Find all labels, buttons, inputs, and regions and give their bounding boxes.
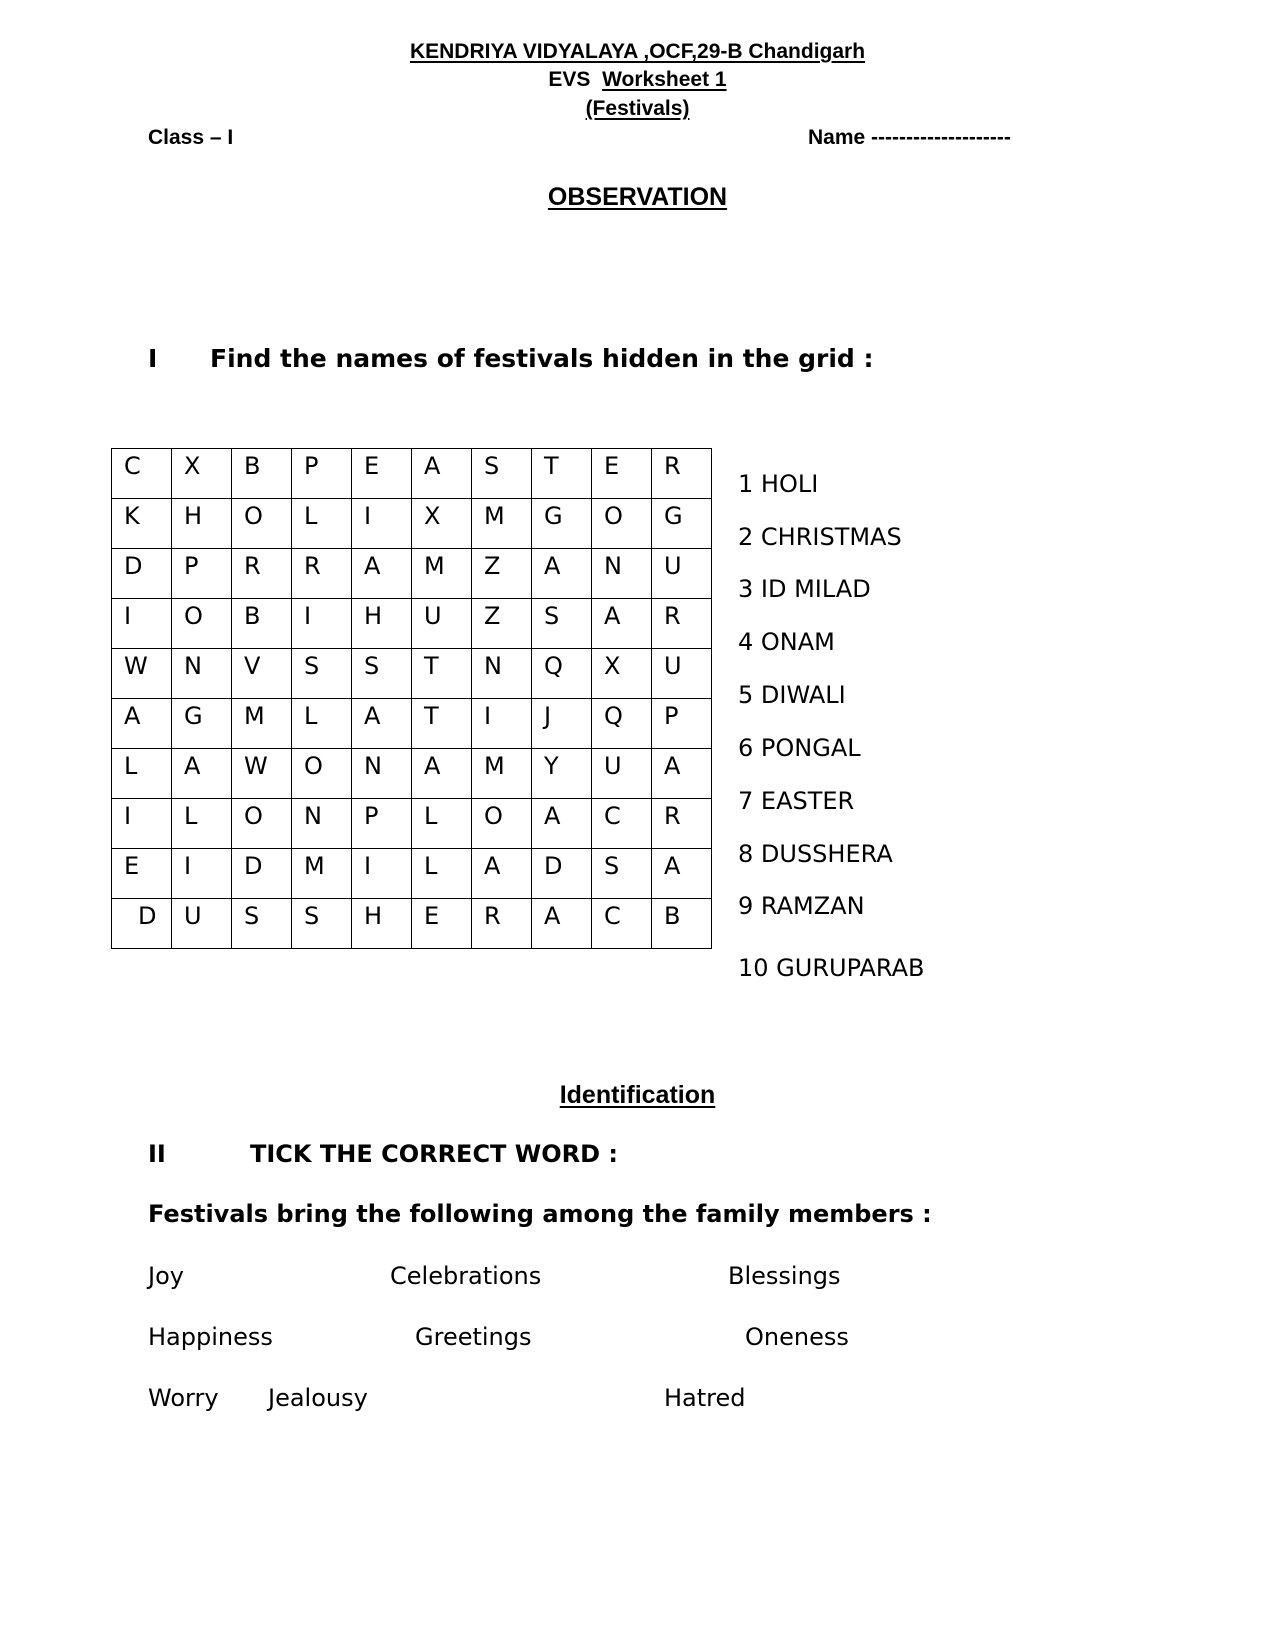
grid-cell[interactable]: O xyxy=(592,499,652,549)
grid-cell[interactable]: H xyxy=(172,499,232,549)
grid-cell[interactable]: G xyxy=(172,699,232,749)
grid-cell[interactable]: N xyxy=(592,549,652,599)
grid-row xyxy=(112,549,712,599)
grid-cell[interactable]: S xyxy=(352,649,412,699)
festival-item: 9 RAMZAN xyxy=(738,892,865,920)
grid-cell[interactable]: A xyxy=(652,849,712,899)
grid-cell[interactable]: U xyxy=(412,599,472,649)
grid-cell[interactable]: L xyxy=(292,699,352,749)
grid-cell[interactable]: P xyxy=(292,449,352,499)
festival-item: 7 EASTER xyxy=(738,787,855,815)
grid-cell[interactable]: N xyxy=(472,649,532,699)
grid-cell[interactable]: X xyxy=(412,499,472,549)
grid-cell[interactable]: O xyxy=(232,799,292,849)
grid-cell[interactable]: A xyxy=(112,699,172,749)
section2-instruction: TICK THE CORRECT WORD : xyxy=(250,1140,619,1168)
grid-cell[interactable]: G xyxy=(532,499,592,549)
grid-cell[interactable]: M xyxy=(292,849,352,899)
grid-cell[interactable]: M xyxy=(472,499,532,549)
grid-cell[interactable]: U xyxy=(652,649,712,699)
grid-cell[interactable]: A xyxy=(352,549,412,599)
grid-cell[interactable]: Q xyxy=(592,699,652,749)
grid-cell[interactable]: O xyxy=(472,799,532,849)
name-field[interactable]: Name -------------------- xyxy=(808,126,1011,149)
worksheet-label: Worksheet 1 xyxy=(602,68,727,91)
grid-cell[interactable]: T xyxy=(532,449,592,499)
grid-cell[interactable]: M xyxy=(412,549,472,599)
grid-cell[interactable]: U xyxy=(592,749,652,799)
grid-cell[interactable]: H xyxy=(352,899,412,949)
class-label: Class – I xyxy=(148,126,234,149)
grid-cell[interactable]: S xyxy=(592,849,652,899)
grid-cell[interactable]: I xyxy=(112,599,172,649)
grid-cell[interactable]: E xyxy=(412,899,472,949)
grid-cell[interactable]: A xyxy=(532,799,592,849)
grid-cell[interactable]: Y xyxy=(532,749,592,799)
subject-label: EVS xyxy=(548,68,591,91)
grid-cell[interactable]: L xyxy=(292,499,352,549)
grid-cell[interactable]: C xyxy=(592,799,652,849)
grid-cell[interactable]: O xyxy=(172,599,232,649)
grid-cell[interactable]: N xyxy=(292,799,352,849)
grid-cell[interactable]: I xyxy=(292,599,352,649)
grid-cell[interactable]: A xyxy=(592,599,652,649)
worksheet-title xyxy=(0,67,1275,93)
word-option-happiness[interactable]: Happiness xyxy=(148,1323,273,1351)
word-option-worry[interactable]: Worry xyxy=(148,1384,219,1412)
word-option-greetings[interactable]: Greetings xyxy=(415,1323,532,1351)
grid-cell[interactable]: M xyxy=(472,749,532,799)
word-option-joy[interactable]: Joy xyxy=(148,1262,184,1290)
grid-cell[interactable]: I xyxy=(352,849,412,899)
grid-cell[interactable]: Q xyxy=(532,649,592,699)
section2-prompt: Festivals bring the following among the family members : xyxy=(148,1200,932,1228)
grid-cell[interactable]: A xyxy=(172,749,232,799)
grid-cell[interactable]: L xyxy=(112,749,172,799)
grid-cell[interactable]: D xyxy=(112,899,172,949)
grid-cell[interactable]: P xyxy=(172,549,232,599)
grid-cell[interactable]: A xyxy=(412,449,472,499)
grid-cell[interactable]: R xyxy=(652,799,712,849)
topic-label: (Festivals) xyxy=(585,97,690,120)
grid-cell[interactable]: L xyxy=(412,799,472,849)
grid-cell[interactable]: X xyxy=(592,649,652,699)
grid-cell[interactable]: B xyxy=(232,599,292,649)
section2-number: II xyxy=(148,1140,166,1168)
grid-cell[interactable]: A xyxy=(352,699,412,749)
grid-cell[interactable]: K xyxy=(112,499,172,549)
grid-cell[interactable]: W xyxy=(232,749,292,799)
grid-cell[interactable]: M xyxy=(232,699,292,749)
grid-cell[interactable]: E xyxy=(112,849,172,899)
grid-row xyxy=(112,649,712,699)
grid-cell[interactable]: R xyxy=(652,449,712,499)
grid-cell[interactable]: N xyxy=(352,749,412,799)
grid-cell[interactable]: U xyxy=(652,549,712,599)
grid-cell[interactable]: T xyxy=(412,649,472,699)
grid-cell[interactable]: N xyxy=(172,649,232,699)
grid-row xyxy=(112,849,712,899)
grid-cell[interactable]: D xyxy=(112,549,172,599)
grid-cell[interactable]: V xyxy=(232,649,292,699)
grid-cell[interactable]: A xyxy=(412,749,472,799)
festival-item: 3 ID MILAD xyxy=(738,575,871,603)
grid-cell[interactable]: Z xyxy=(472,599,532,649)
festival-item: 2 CHRISTMAS xyxy=(738,523,902,551)
grid-cell[interactable]: S xyxy=(472,449,532,499)
grid-cell[interactable]: X xyxy=(172,449,232,499)
grid-cell[interactable]: U xyxy=(172,899,232,949)
identification-heading: Identification xyxy=(559,1081,716,1109)
grid-cell[interactable]: D xyxy=(232,849,292,899)
grid-cell[interactable]: R xyxy=(232,549,292,599)
grid-cell[interactable]: R xyxy=(292,549,352,599)
grid-cell[interactable]: I xyxy=(112,799,172,849)
grid-cell[interactable]: O xyxy=(232,499,292,549)
word-option-oneness[interactable]: Oneness xyxy=(745,1323,849,1351)
festival-item: 4 ONAM xyxy=(738,628,835,656)
word-option-celebrations[interactable]: Celebrations xyxy=(390,1262,542,1290)
grid-cell[interactable]: E xyxy=(592,449,652,499)
grid-cell[interactable]: P xyxy=(352,799,412,849)
grid-cell[interactable]: J xyxy=(532,699,592,749)
grid-cell[interactable]: A xyxy=(532,549,592,599)
section1-number: I xyxy=(148,344,158,373)
grid-cell[interactable]: I xyxy=(352,499,412,549)
grid-cell[interactable]: W xyxy=(112,649,172,699)
grid-cell[interactable]: B xyxy=(652,899,712,949)
grid-cell[interactable]: R xyxy=(652,599,712,649)
festival-item: 1 HOLI xyxy=(738,470,819,498)
word-search-grid xyxy=(111,448,712,949)
grid-cell[interactable]: B xyxy=(232,449,292,499)
school-name: KENDRIYA VIDYALAYA ,OCF,29-B Chandigarh xyxy=(409,40,866,63)
grid-cell[interactable]: D xyxy=(532,849,592,899)
grid-cell[interactable]: S xyxy=(232,899,292,949)
grid-cell[interactable]: G xyxy=(652,499,712,549)
grid-cell[interactable]: Z xyxy=(472,549,532,599)
festival-item: 8 DUSSHERA xyxy=(738,840,893,868)
observation-heading: OBSERVATION xyxy=(547,183,728,211)
section1-instruction: Find the names of festivals hidden in the grid : xyxy=(210,344,874,373)
word-option-jealousy[interactable]: Jealousy xyxy=(268,1384,368,1412)
word-option-blessings[interactable]: Blessings xyxy=(728,1262,841,1290)
grid-cell[interactable]: C xyxy=(592,899,652,949)
grid-cell[interactable]: S xyxy=(292,899,352,949)
grid-cell[interactable]: S xyxy=(532,599,592,649)
grid-cell[interactable]: L xyxy=(412,849,472,899)
grid-cell[interactable]: P xyxy=(652,699,712,749)
grid-cell[interactable]: E xyxy=(352,449,412,499)
grid-cell[interactable]: O xyxy=(292,749,352,799)
grid-cell[interactable]: C xyxy=(112,449,172,499)
word-option-hatred[interactable]: Hatred xyxy=(664,1384,746,1412)
grid-cell[interactable]: L xyxy=(172,799,232,849)
grid-row xyxy=(112,599,712,649)
grid-cell[interactable]: I xyxy=(472,699,532,749)
grid-cell[interactable]: R xyxy=(472,899,532,949)
grid-cell[interactable]: I xyxy=(172,849,232,899)
grid-cell[interactable]: H xyxy=(352,599,412,649)
festival-item: 6 PONGAL xyxy=(738,734,861,762)
grid-row xyxy=(112,749,712,799)
grid-row xyxy=(112,699,712,749)
grid-row xyxy=(112,449,712,499)
grid-row xyxy=(112,899,712,949)
grid-cell[interactable]: A xyxy=(532,899,592,949)
grid-cell[interactable]: A xyxy=(472,849,532,899)
grid-cell[interactable]: S xyxy=(292,649,352,699)
festival-item: 10 GURUPARAB xyxy=(738,954,925,982)
grid-row xyxy=(112,499,712,549)
festival-item: 5 DIWALI xyxy=(738,681,846,709)
grid-row xyxy=(112,799,712,849)
grid-cell[interactable]: T xyxy=(412,699,472,749)
grid-cell[interactable]: A xyxy=(652,749,712,799)
